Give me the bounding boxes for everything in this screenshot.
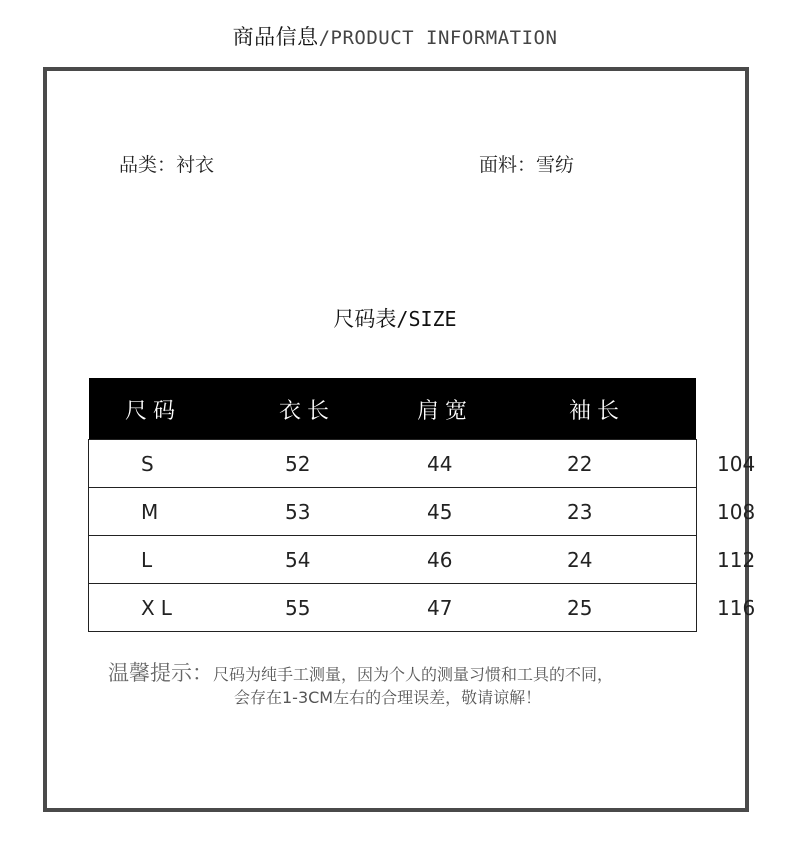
header-length: 衣长 [249, 378, 387, 440]
header-size: 尺码 [89, 378, 249, 440]
size-table-header-row [89, 378, 696, 440]
tip-line-1: 尺码为纯手工测量，因为个人的测量习惯和工具的不同， [213, 665, 614, 684]
header-sleeve: 袖长 [539, 378, 681, 440]
size-title-en: SIZE [408, 307, 457, 331]
cell-shoulder: 46 [387, 536, 539, 584]
cell-size: S [141, 451, 160, 476]
cell-shoulder: 45 [387, 488, 539, 536]
size-table [89, 378, 756, 631]
cell-size: M [89, 488, 249, 536]
cell-shoulder: 44 [427, 451, 453, 476]
cell-length: 55 [249, 584, 387, 632]
cell-sleeve: 23 [539, 488, 681, 536]
header-title-cn: 商品信息 [232, 25, 319, 49]
cell-length: 54 [249, 536, 387, 584]
cell-length: 53 [249, 488, 387, 536]
tip-line-2: 会存在1-3CM左右的合理误差，敬请谅解！ [234, 688, 542, 707]
cell-sleeve: 25 [539, 584, 681, 632]
size-chart-title [0, 304, 790, 334]
table-row [89, 584, 696, 632]
size-title-slash: / [396, 307, 409, 331]
header-title-en: PRODUCT INFORMATION [330, 27, 558, 49]
header-slash: / [318, 27, 331, 49]
cell-chest: 112 [681, 536, 696, 584]
cell-size: L [89, 536, 249, 584]
fabric-info: 面料：雪纺 [479, 154, 575, 176]
header-chest: 胸围 [681, 378, 696, 440]
header-shoulder: 肩宽 [387, 378, 539, 440]
cell-length: 52 [285, 451, 311, 476]
table-row [89, 536, 696, 584]
cell-chest: 108 [681, 488, 696, 536]
cell-size: XL [89, 584, 249, 632]
category-info: 品类：衬衣 [119, 154, 215, 176]
cell-sleeve: 24 [539, 536, 681, 584]
cell-shoulder: 47 [387, 584, 539, 632]
measurement-tip [108, 657, 708, 707]
cell-sleeve: 22 [567, 451, 593, 476]
page-header [0, 22, 790, 53]
table-row [89, 440, 696, 488]
table-row [89, 488, 696, 536]
size-title-cn: 尺码表 [333, 307, 397, 331]
cell-chest: 116 [681, 584, 696, 632]
tip-label: 温馨提示： [108, 661, 213, 685]
cell-chest: 104 [717, 451, 756, 476]
